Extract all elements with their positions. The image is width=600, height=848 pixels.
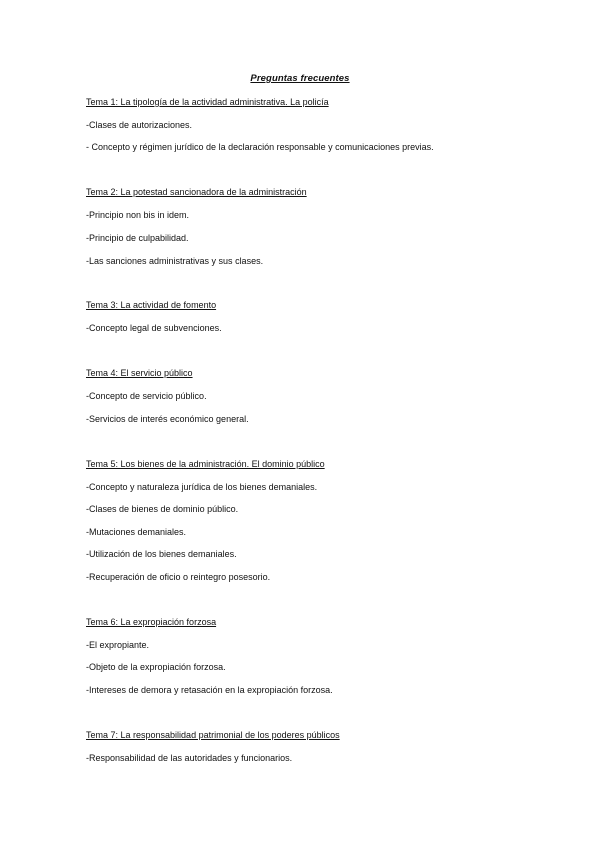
- topic-heading-3: Tema 3: La actividad de fomento: [86, 300, 217, 310]
- list-item: -Clases de autorizaciones.: [86, 120, 193, 130]
- list-item: -Principio de culpabilidad.: [86, 233, 189, 243]
- topic-heading-5: Tema 5: Los bienes de la administración. El dominio público: [86, 459, 325, 469]
- topic-heading-4: Tema 4: El servicio público: [86, 368, 193, 378]
- list-item: -Concepto y naturaleza jurídica de los bienes demaniales.: [86, 482, 318, 492]
- list-item: -Mutaciones demaniales.: [86, 527, 187, 537]
- list-item: - Concepto y régimen jurídico de la declaración responsable y comunicaciones previas.: [86, 142, 434, 152]
- list-item: -Clases de bienes de dominio público.: [86, 504, 239, 514]
- list-item: -Principio non bis in idem.: [86, 210, 190, 220]
- topic-heading-7: Tema 7: La responsabilidad patrimonial de los poderes públicos: [86, 730, 340, 740]
- page-title: Preguntas frecuentes: [250, 73, 350, 84]
- list-item: -Utilización de los bienes demaniales.: [86, 549, 237, 559]
- list-item: -Responsabilidad de las autoridades y funcionarios.: [86, 753, 293, 763]
- topic-heading-2: Tema 2: La potestad sancionadora de la administración: [86, 187, 307, 197]
- topic-heading-6: Tema 6: La expropiación forzosa: [86, 617, 217, 627]
- list-item: -Recuperación de oficio o reintegro posesorio.: [86, 572, 271, 582]
- list-item: -El expropiante.: [86, 640, 150, 650]
- list-item: -Intereses de demora y retasación en la expropiación forzosa.: [86, 685, 333, 695]
- list-item: -Servicios de interés económico general.: [86, 414, 249, 424]
- list-item: -Las sanciones administrativas y sus clases.: [86, 256, 264, 266]
- topic-heading-1: Tema 1: La tipología de la actividad administrativa. La policía: [86, 97, 329, 107]
- list-item: -Concepto de servicio público.: [86, 391, 207, 401]
- list-item: -Concepto legal de subvenciones.: [86, 323, 222, 333]
- list-item: -Objeto de la expropiación forzosa.: [86, 662, 226, 672]
